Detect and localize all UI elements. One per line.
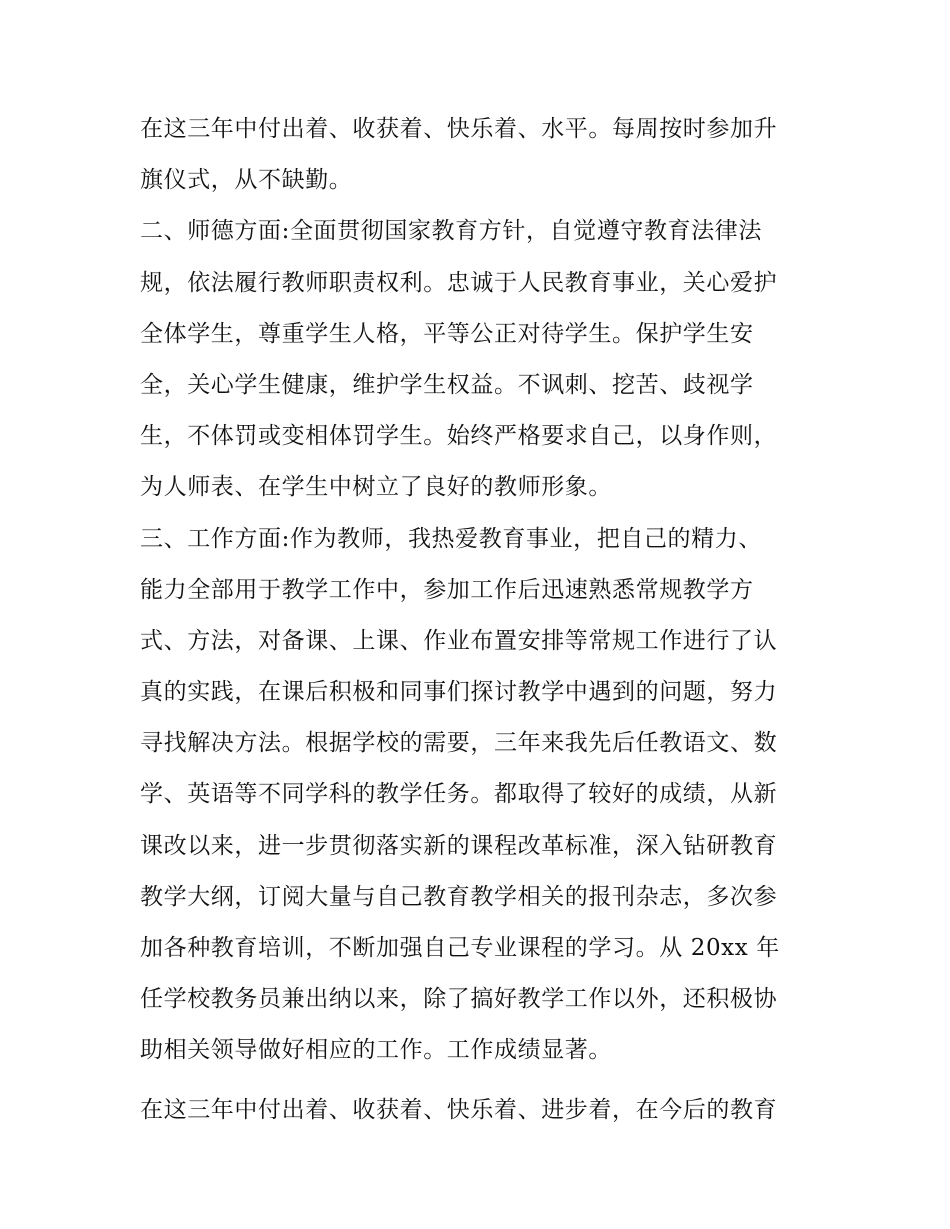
text-line: 真的实践，在课后积极和同事们探讨教学中遇到的问题，努力 [140, 679, 778, 706]
text-line: 旗仪式，从不缺勤。 [140, 167, 353, 194]
text-line: 助相关领导做好相应的工作。工作成绩显著。 [140, 1037, 612, 1064]
text-line: 全体学生，尊重学生人格，平等公正对待学生。保护学生安 [140, 320, 754, 347]
text-line: 加各种教育培训，不断加强自己专业课程的学习。从 20xx 年 [140, 935, 780, 961]
text-line: 全，关心学生健康，维护学生权益。不讽刺、挖苦、歧视学 [140, 371, 754, 398]
text-line: 教学大纲，订阅大量与自己教育教学相关的报刊杂志，多次参 [140, 883, 778, 910]
text-line: 为人师表、在学生中树立了良好的教师形象。 [140, 474, 612, 501]
text-line: 寻找解决方法。根据学校的需要，三年来我先后任教语文、数 [140, 730, 778, 757]
text-line: 在这三年中付出着、收获着、快乐着、水平。每周按时参加升 [140, 116, 778, 142]
text-line: 规，依法履行教师职责权利。忠诚于人民教育事业，关心爱护 [140, 269, 778, 296]
text-line: 三、工作方面:作为教师，我热爱教育事业，把自己的精力、 [140, 525, 762, 552]
text-line: 任学校教务员兼出纳以来，除了搞好教学工作以外，还积极协 [140, 986, 778, 1013]
text-line: 课改以来，进一步贯彻落实新的课程改革标准，深入钻研教育 [140, 832, 778, 859]
text-line: 生，不体罚或变相体罚学生。始终严格要求自己，以身作则， [140, 423, 778, 450]
paragraph-gap [140, 1077, 820, 1085]
text-line: 式、方法，对备课、上课、作业布置安排等常规工作进行了认 [140, 627, 778, 654]
document-body [140, 104, 820, 1136]
text-line: 在这三年中付出着、收获着、快乐着、进步着，在今后的教育 [140, 1096, 778, 1123]
text-line: 二、师德方面:全面贯彻国家教育方针，自觉遵守教育法律法 [140, 218, 762, 245]
text-line: 能力全部用于教学工作中，参加工作后迅速熟悉常规教学方 [140, 576, 754, 603]
text-line: 学、英语等不同学科的教学任务。都取得了较好的成绩，从新 [140, 781, 778, 808]
